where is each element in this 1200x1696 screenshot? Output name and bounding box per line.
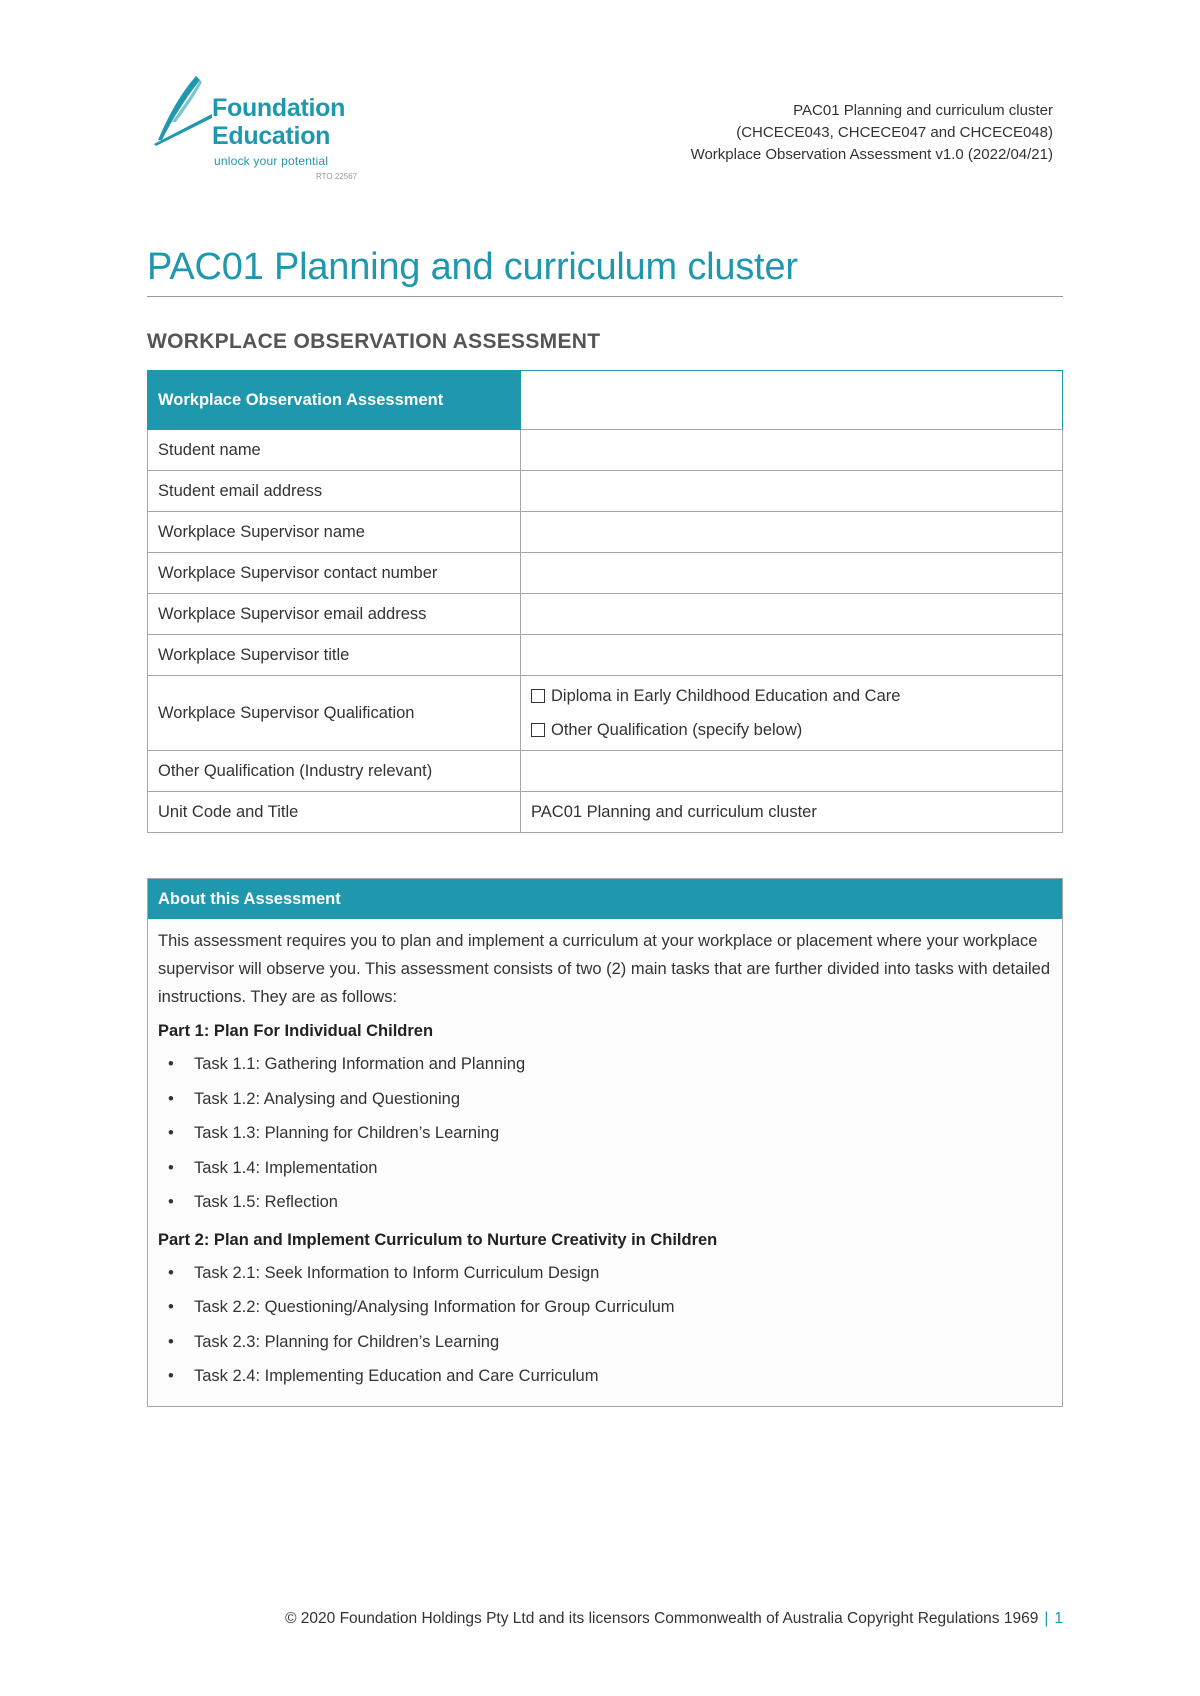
- list-item: • Task 2.2: Questioning/Analysing Information for Group Curriculum: [158, 1290, 1052, 1325]
- student-email-field[interactable]: [521, 471, 1063, 512]
- header-line-1: PAC01 Planning and curriculum cluster: [793, 102, 1053, 119]
- page-title: PAC01 Planning and curriculum cluster: [147, 246, 798, 288]
- field-label: Student name: [148, 430, 521, 471]
- field-label: Workplace Supervisor email address: [148, 594, 521, 635]
- field-label: Unit Code and Title: [148, 792, 521, 833]
- header-line-2: (CHCECE043, CHCECE047 and CHCECE048): [736, 124, 1053, 141]
- page-footer: [285, 1610, 1063, 1628]
- footer-separator: |: [1044, 1610, 1049, 1627]
- checkbox-label: Diploma in Early Childhood Education and Care: [551, 686, 901, 705]
- list-item: • Task 2.3: Planning for Children’s Learning: [158, 1325, 1052, 1360]
- supervisor-name-field[interactable]: [521, 512, 1063, 553]
- table-row: [148, 635, 1063, 676]
- table-row: [148, 430, 1063, 471]
- bullet-icon: •: [168, 1332, 174, 1351]
- list-item: • Task 1.5: Reflection: [158, 1185, 1052, 1220]
- list-item: • Task 1.3: Planning for Children’s Learning: [158, 1116, 1052, 1151]
- about-assessment-box: [147, 878, 1063, 1407]
- document-header: [691, 100, 1053, 166]
- list-item: • Task 1.4: Implementation: [158, 1151, 1052, 1186]
- field-label: Workplace Supervisor Qualification: [148, 676, 521, 751]
- logo-wordmark: Foundation Education: [212, 94, 346, 150]
- table-header: Workplace Observation Assessment: [148, 371, 521, 430]
- bullet-icon: •: [168, 1158, 174, 1177]
- list-item: • Task 1.2: Analysing and Questioning: [158, 1082, 1052, 1117]
- list-item: • Task 2.1: Seek Information to Inform Curriculum Design: [158, 1256, 1052, 1291]
- title-divider: [147, 296, 1063, 297]
- part2-task-list: [158, 1256, 1052, 1394]
- bullet-icon: •: [168, 1367, 174, 1385]
- bullet-icon: •: [168, 1193, 174, 1211]
- field-label: Workplace Supervisor title: [148, 635, 521, 676]
- table-row: [148, 751, 1063, 792]
- field-label: Student email address: [148, 471, 521, 512]
- other-qualification-checkbox[interactable]: [531, 723, 545, 737]
- header-line-3: Workplace Observation Assessment v1.0 (2022/04/21): [690, 146, 1053, 163]
- part1-task-list: [158, 1047, 1052, 1220]
- about-header: About this Assessment: [148, 879, 1062, 919]
- supervisor-title-field[interactable]: [521, 635, 1063, 676]
- bullet-icon: •: [168, 1089, 174, 1108]
- field-label: Workplace Supervisor name: [148, 512, 521, 553]
- footer-copyright: © 2020 Foundation Holdings Pty Ltd and its licensors Commonwealth of Australia Copyright Regulations 1969: [285, 1610, 1039, 1627]
- foundation-education-logo: [152, 74, 372, 184]
- other-qualification-field[interactable]: [521, 751, 1063, 792]
- bullet-icon: •: [168, 1124, 174, 1142]
- table-row: [148, 471, 1063, 512]
- observation-details-table: [147, 370, 1063, 833]
- table-header-row: [148, 371, 1063, 430]
- diploma-checkbox[interactable]: [531, 689, 545, 703]
- table-row: [148, 553, 1063, 594]
- field-label: Workplace Supervisor contact number: [148, 553, 521, 594]
- quill-logo-icon: [152, 74, 216, 146]
- student-name-field[interactable]: [521, 430, 1063, 471]
- qualification-options: [521, 676, 1063, 751]
- logo-rto-number: RTO 22567: [316, 172, 358, 181]
- page-subtitle: WORKPLACE OBSERVATION ASSESSMENT: [147, 330, 601, 353]
- unit-code-value: PAC01 Planning and curriculum cluster: [521, 792, 1063, 833]
- part1-title: Part 1: Plan For Individual Children: [158, 1022, 434, 1040]
- page-number: 1: [1054, 1610, 1063, 1627]
- qualification-option[interactable]: [531, 713, 1052, 747]
- supervisor-contact-field[interactable]: [521, 553, 1063, 594]
- bullet-icon: •: [168, 1055, 174, 1073]
- logo-tagline: unlock your potential: [214, 154, 329, 168]
- bullet-icon: •: [168, 1263, 174, 1282]
- bullet-icon: •: [168, 1298, 174, 1316]
- checkbox-label: Other Qualification (specify below): [551, 720, 803, 739]
- field-label: Other Qualification (Industry relevant): [148, 751, 521, 792]
- table-row: [148, 676, 1063, 751]
- supervisor-email-field[interactable]: [521, 594, 1063, 635]
- part2-title: Part 2: Plan and Implement Curriculum to Nurture Creativity in Children: [158, 1230, 718, 1249]
- about-intro: This assessment requires you to plan and implement a curriculum at your workplace or placement where your workplace supervisor will observe you. This assessment consists of two (2) main tasks that are further divided into tasks with detailed instructions. They are as follows:: [158, 932, 1050, 1006]
- about-body: [148, 919, 1062, 1406]
- list-item: • Task 1.1: Gathering Information and Planning: [158, 1047, 1052, 1082]
- list-item: • Task 2.4: Implementing Education and Care Curriculum: [158, 1359, 1052, 1394]
- table-row: [148, 594, 1063, 635]
- table-row: [148, 792, 1063, 833]
- table-row: [148, 512, 1063, 553]
- qualification-option[interactable]: [531, 679, 1052, 713]
